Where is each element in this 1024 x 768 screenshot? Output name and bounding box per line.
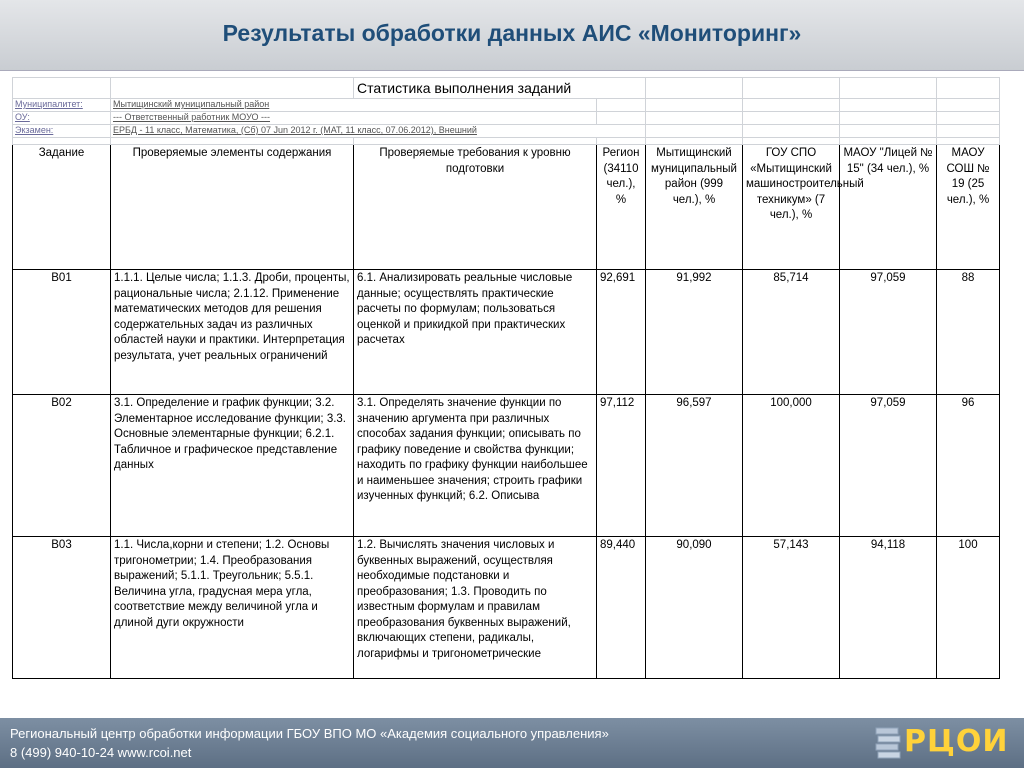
lyceum-value: 97,059 <box>840 270 937 395</box>
footer-organization: Региональный центр обработки информации ГБОУ ВПО МО «Академия социального управления» <box>10 726 609 741</box>
report-title: Статистика выполнения заданий <box>354 78 646 99</box>
district-value: 91,992 <box>646 270 743 395</box>
meta-value-school[interactable]: --- Ответственный работник МОУО --- <box>111 112 597 125</box>
district-value: 90,090 <box>646 537 743 679</box>
school-value: 88 <box>937 270 1000 395</box>
column-header-lyceum: МАОУ "Лицей № 15" (34 чел.), % <box>840 145 937 270</box>
title-bar <box>0 0 1024 71</box>
meta-value-municipality[interactable]: Мытищинский муниципальный район <box>111 99 597 112</box>
district-value: 96,597 <box>646 395 743 537</box>
task-cell: B01 <box>13 270 111 395</box>
slide-title: Результаты обработки данных АИС «Мониторинг» <box>222 20 802 46</box>
rcoi-logo <box>874 724 1014 762</box>
table-row <box>13 395 1000 537</box>
table-row <box>13 537 1000 679</box>
column-header-content: Проверяемые элементы содержания <box>111 145 354 270</box>
region-value: 97,112 <box>597 395 646 537</box>
content-cell: 1.1. Числа,корни и степени; 1.2. Основы тригонометрии; 1.4. Преобразования выражений; 5.1.1. Треугольник; 5.5.1. Величина угла, градусная мера угла, соответствие между величиной угла и длиной дуги окружности <box>111 537 354 679</box>
requirements-cell: 3.1. Определять значение функции по значению аргумента при различных способах задания функции; описывать по графику поведение и свойства функции; находить по графику функции наибольшее и наименьшее значения; строить графики изученных функций; 6.2. Описыва <box>354 395 597 537</box>
task-cell: B02 <box>13 395 111 537</box>
footer-contacts: 8 (499) 940-10-24 www.rcoi.net <box>10 745 192 760</box>
college-value: 85,714 <box>743 270 840 395</box>
college-value: 100,000 <box>743 395 840 537</box>
college-value: 57,143 <box>743 537 840 679</box>
column-header-district: Мытищинский муниципальный район (999 чел.), % <box>646 145 743 270</box>
requirements-cell: 6.1. Анализировать реальные числовые данные; осуществлять практические расчеты по формулам; пользоваться оценкой и прикидкой при практических расчетах <box>354 270 597 395</box>
school-value: 100 <box>937 537 1000 679</box>
footer-bar <box>0 718 1024 768</box>
report-table <box>12 77 1000 679</box>
table-row <box>13 270 1000 395</box>
books-icon <box>874 724 902 762</box>
meta-label-school: ОУ: <box>13 112 111 125</box>
meta-value-exam[interactable]: ЕРБД - 11 класс, Математика, (Сб) 07 Jun 2012 г. (МАТ, 11 класс, 07.06.2012), Внешний <box>111 125 646 138</box>
school-value: 96 <box>937 395 1000 537</box>
logo-text: РЦОИ <box>904 724 1009 759</box>
column-header-school: МАОУ СОШ № 19 (25 чел.), % <box>937 145 1000 270</box>
task-cell: B03 <box>13 537 111 679</box>
region-value: 89,440 <box>597 537 646 679</box>
content-cell: 3.1. Определение и график функции; 3.2. Элементарное исследование функции; 3.3. Основные элементарные функции; 6.2.1. Табличное и графическое представление данных <box>111 395 354 537</box>
column-header-college: ГОУ СПО «Мытищинский машиностроительный техникум» (7 чел.), % <box>743 145 840 270</box>
table-header-row <box>13 145 1000 270</box>
column-header-region: Регион (34110 чел.), % <box>597 145 646 270</box>
region-value: 92,691 <box>597 270 646 395</box>
content-cell: 1.1.1. Целые числа; 1.1.3. Дроби, проценты, рациональные числа; 2.1.12. Применение математических методов для решения содержательных задач из различных областей науки и практики. Интерпретация результата, учет реальных ограничений <box>111 270 354 395</box>
lyceum-value: 94,118 <box>840 537 937 679</box>
column-header-task: Задание <box>13 145 111 270</box>
lyceum-value: 97,059 <box>840 395 937 537</box>
meta-label-municipality: Муниципалитет: <box>13 99 111 112</box>
requirements-cell: 1.2. Вычислять значения числовых и буквенных выражений, осуществляя необходимые подстановки и преобразования; 1.3. Проводить по известным формулам и правилам преобразования буквенных выражений, включающих степени, радикалы, логарифмы и тригонометрические <box>354 537 597 679</box>
report-sheet <box>12 77 999 687</box>
meta-label-exam: Экзамен: <box>13 125 111 138</box>
column-header-requirements: Проверяемые требования к уровню подготовки <box>354 145 597 270</box>
